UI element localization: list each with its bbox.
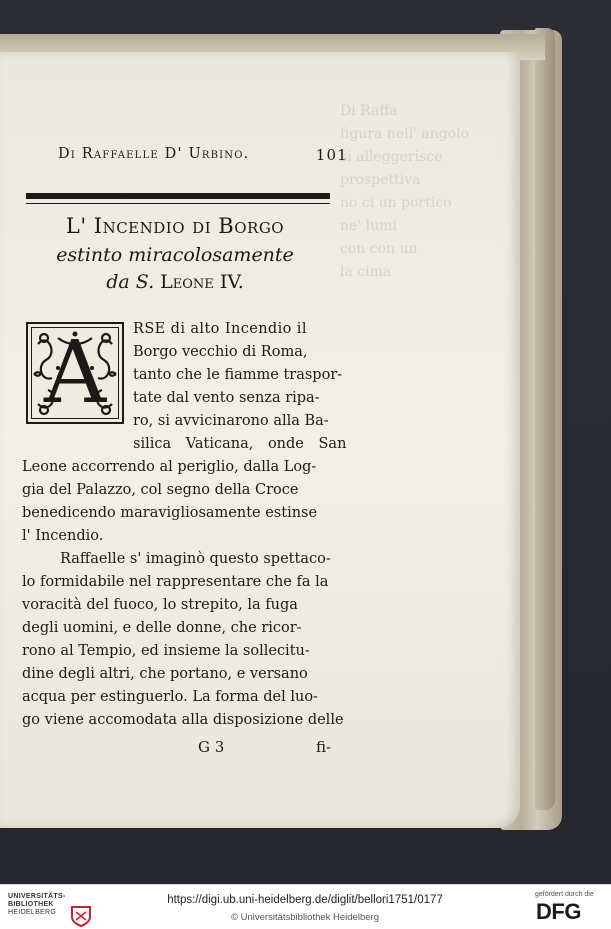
body-line: lo formidabile nel rappresentare che fa la	[22, 574, 329, 590]
heading-prefix: da S.	[106, 271, 155, 293]
ornamental-initial	[26, 322, 124, 424]
heading-name: Leone IV.	[160, 271, 244, 293]
bleed-through-text	[340, 100, 500, 700]
body-line: Borgo vecchio di Roma,	[133, 344, 308, 360]
page-number: 101	[315, 146, 348, 164]
body-line: tanto che le fiamme traspor-	[133, 367, 343, 383]
funding-note: gefördert durch die	[535, 891, 594, 898]
bleed-line: prospettiva	[340, 172, 421, 188]
running-head	[58, 146, 348, 170]
library-name-line3: HEIDELBERG	[8, 909, 57, 916]
permalink-url[interactable]: https://digi.ub.uni-heidelberg.de/diglit/bellori1751/0177	[167, 894, 443, 906]
body-line: ro, si avvicinarono alla Ba-	[133, 413, 329, 429]
body-line: degli uomini, e delle donne, che ricor-	[22, 620, 302, 636]
body-line: gia del Palazzo, col segno della Croce	[22, 482, 299, 498]
bleed-line: la cima	[340, 264, 392, 280]
signature-mark: G 3	[198, 738, 225, 756]
body-line: tate dal vento senza ripa-	[133, 390, 320, 406]
library-name-line1: UNIVERSITÄTS-	[8, 893, 66, 900]
catchword: fi-	[316, 738, 332, 756]
body-line: Leone accorrendo al periglio, dalla Log-	[22, 459, 317, 475]
body-line: voracità del fuoco, lo strepito, la fuga	[22, 597, 298, 613]
body-line: rono al Tempio, ed insieme la sollecitu-	[22, 643, 310, 659]
bleed-line: figura nell' angolo	[340, 126, 470, 142]
body-line: Raffaelle s' imaginò questo spettaco-	[60, 551, 331, 567]
header-rule-thin	[26, 203, 330, 204]
copyright-notice: © Universitätsbibliothek Heidelberg	[231, 912, 379, 923]
body-line: l' Incendio.	[22, 528, 104, 544]
body-line: RSE di alto Incendio il	[133, 321, 307, 337]
header-rule-thick	[26, 193, 330, 199]
bleed-line: Di Raffa	[340, 103, 398, 119]
body-line: dine degli altri, che portano, e versano	[22, 666, 308, 682]
body-line: acqua per estinguerlo. La forma del luo-	[22, 689, 318, 705]
bleed-line: con con un	[340, 241, 418, 257]
body-line: benedicendo maravigliosamente estinse	[22, 505, 318, 521]
ub-heidelberg-logo[interactable]	[8, 893, 88, 925]
viewer-footer	[0, 884, 611, 929]
ub-seal-icon	[70, 905, 92, 927]
chapter-heading-line3	[40, 271, 310, 293]
library-name-line2: BIBLIOTHEK	[8, 901, 54, 908]
initial-letter: A	[43, 323, 107, 423]
body-line: go viene accomodata alla disposizione delle	[22, 712, 344, 728]
chapter-heading-line1: L' Incendio di Borgo	[65, 214, 285, 238]
running-head-title: Di Raffaelle D' Urbino.	[58, 146, 250, 162]
page-edge-inner	[535, 28, 555, 810]
bleed-line: si alleggerisce	[340, 149, 443, 165]
bleed-line: no ci un portico	[340, 195, 452, 211]
body-line: silica Vaticana, onde San	[133, 436, 347, 452]
chapter-heading-line2: estinto miracolosamente	[56, 244, 294, 266]
dfg-logo[interactable]: DFG	[536, 899, 581, 924]
bleed-line: ne' lumi	[340, 218, 397, 234]
